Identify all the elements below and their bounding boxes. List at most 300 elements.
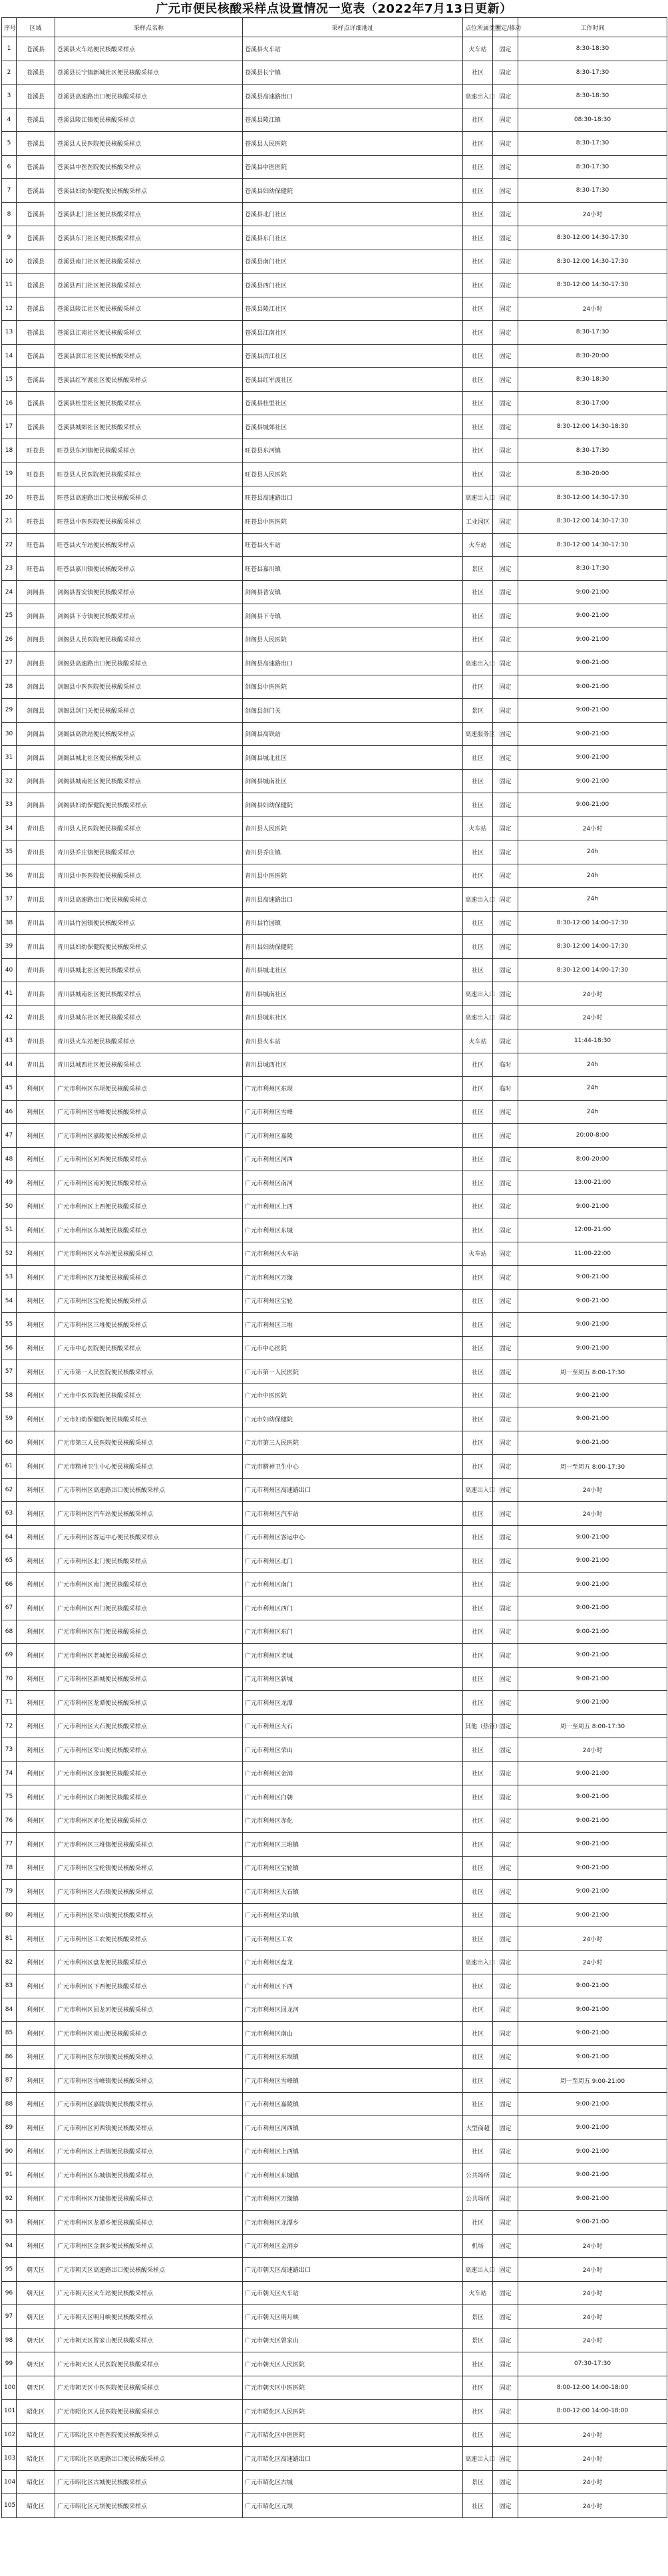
cell-district: 青川县 xyxy=(17,817,55,840)
cell-address: 广元市利州区西门 xyxy=(243,1596,463,1620)
cell-site-name: 广元市利州区宝轮便民核酸采样点 xyxy=(55,1289,243,1313)
cell-site-type: 社区 xyxy=(463,226,493,250)
cell-site-name: 广元市利州区东城便民核酸采样点 xyxy=(55,1218,243,1242)
cell-site-name: 青川县人民医院便民核酸采样点 xyxy=(55,817,243,840)
cell-site-name: 剑阁县高铁站便民核酸采样点 xyxy=(55,722,243,746)
cell-hours: 9:00-21:00 xyxy=(518,2163,667,2187)
cell-hours: 9:00-21:00 xyxy=(518,1549,667,1573)
table-row xyxy=(2,486,667,510)
cell-address: 广元市利州区白朝 xyxy=(243,1785,463,1809)
cell-fixed-mobile: 固定 xyxy=(493,888,518,912)
cell-site-type: 社区 xyxy=(463,1785,493,1809)
cell-site-type: 社区 xyxy=(463,935,493,959)
cell-site-type: 火车站 xyxy=(463,533,493,557)
cell-fixed-mobile: 固定 xyxy=(493,1336,518,1360)
table-row xyxy=(2,864,667,888)
cell-site-name: 旺苍县中医医院便民核酸采样点 xyxy=(55,510,243,534)
cell-index: 7 xyxy=(2,179,17,203)
cell-hours: 24h xyxy=(518,1100,667,1124)
table-row xyxy=(2,1383,667,1407)
cell-site-type: 社区 xyxy=(463,1195,493,1218)
cell-address: 苍溪县西门社区 xyxy=(243,274,463,297)
cell-site-type: 社区 xyxy=(463,1927,493,1951)
cell-site-type: 社区 xyxy=(463,1596,493,1620)
cell-site-type: 社区 xyxy=(463,1974,493,1998)
cell-district: 苍溪县 xyxy=(17,85,55,108)
table-row xyxy=(2,1644,667,1668)
cell-address: 青川县乔庄镇 xyxy=(243,840,463,864)
cell-site-name: 青川县竹园镇便民核酸采样点 xyxy=(55,911,243,935)
cell-site-name: 广元市利州区北门便民核酸采样点 xyxy=(55,1549,243,1573)
cell-site-type: 公共场所 xyxy=(463,2187,493,2211)
cell-address: 广元市利州区大石 xyxy=(243,1714,463,1738)
cell-site-type: 高速出入口 xyxy=(463,888,493,912)
cell-hours: 9:00-21:00 xyxy=(518,1903,667,1927)
cell-index: 60 xyxy=(2,1431,17,1455)
cell-site-type: 社区 xyxy=(463,675,493,699)
cell-address: 广元市利州区河西镇 xyxy=(243,2116,463,2140)
cell-fixed-mobile: 固定 xyxy=(493,651,518,675)
cell-fixed-mobile: 固定 xyxy=(493,1478,518,1502)
cell-district: 利州区 xyxy=(17,1077,55,1101)
cell-site-name: 苍溪县滨江社区便民核酸采样点 xyxy=(55,344,243,368)
cell-index: 80 xyxy=(2,1903,17,1927)
cell-district: 旺苍县 xyxy=(17,439,55,462)
cell-site-name: 苍溪县江南社区便民核酸采样点 xyxy=(55,321,243,345)
cell-site-name: 广元市利州区东门便民核酸采样点 xyxy=(55,1620,243,1644)
cell-address: 广元市利州区上西 xyxy=(243,1195,463,1218)
cell-address: 旺苍县中医医院 xyxy=(243,510,463,534)
cell-hours: 24小时 xyxy=(518,1478,667,1502)
cell-index: 14 xyxy=(2,344,17,368)
table-row xyxy=(2,746,667,770)
cell-fixed-mobile: 固定 xyxy=(493,699,518,723)
table-row xyxy=(2,2187,667,2211)
cell-district: 利州区 xyxy=(17,1455,55,1479)
cell-fixed-mobile: 固定 xyxy=(493,911,518,935)
cell-hours: 9:00-21:00 xyxy=(518,722,667,746)
cell-address: 广元市中心医院 xyxy=(243,1336,463,1360)
table-row xyxy=(2,1549,667,1573)
cell-address: 旺苍县嘉川镇 xyxy=(243,557,463,581)
cell-site-type: 社区 xyxy=(463,1903,493,1927)
cell-fixed-mobile: 固定 xyxy=(493,1407,518,1431)
cell-fixed-mobile: 固定 xyxy=(493,1927,518,1951)
cell-index: 90 xyxy=(2,2139,17,2163)
cell-site-type: 社区 xyxy=(463,132,493,156)
cell-site-name: 旺苍县火车站便民核酸采样点 xyxy=(55,533,243,557)
cell-site-type: 社区 xyxy=(463,769,493,793)
cell-site-name: 广元市利州区雪峰镇便民核酸采样点 xyxy=(55,2069,243,2093)
cell-index: 85 xyxy=(2,2022,17,2046)
cell-address: 青川县人民医院 xyxy=(243,817,463,840)
cell-site-name: 广元市利州区东城镇便民核酸采样点 xyxy=(55,2163,243,2187)
cell-district: 利州区 xyxy=(17,2092,55,2116)
cell-fixed-mobile: 固定 xyxy=(493,2187,518,2211)
table-row xyxy=(2,1455,667,1479)
table-row xyxy=(2,1761,667,1785)
cell-site-name: 广元市利州区嘉陵镇便民核酸采样点 xyxy=(55,2092,243,2116)
cell-fixed-mobile: 固定 xyxy=(493,250,518,274)
cell-district: 利州区 xyxy=(17,2022,55,2046)
cell-site-name: 旺苍县东河镇便民核酸采样点 xyxy=(55,439,243,462)
cell-site-name: 剑阁县城南社区便民核酸采样点 xyxy=(55,769,243,793)
cell-address: 广元市利州区三堆镇 xyxy=(243,1833,463,1857)
table-row xyxy=(2,61,667,85)
cell-fixed-mobile: 固定 xyxy=(493,1289,518,1313)
cell-address: 广元市精神卫生中心 xyxy=(243,1455,463,1479)
cell-site-name: 广元市利州区白朝便民核酸采样点 xyxy=(55,1785,243,1809)
cell-site-type: 社区 xyxy=(463,746,493,770)
cell-district: 昭化区 xyxy=(17,2447,55,2471)
cell-site-name: 广元市利州区大石便民核酸采样点 xyxy=(55,1714,243,1738)
cell-fixed-mobile: 固定 xyxy=(493,415,518,439)
cell-fixed-mobile: 固定 xyxy=(493,2494,518,2518)
cell-fixed-mobile: 固定 xyxy=(493,2328,518,2352)
cell-index: 93 xyxy=(2,2211,17,2235)
cell-index: 83 xyxy=(2,1974,17,1998)
cell-index: 21 xyxy=(2,510,17,534)
cell-hours: 24小时 xyxy=(518,2258,667,2282)
cell-site-type: 社区 xyxy=(463,1644,493,1668)
cell-hours: 8:30-17:30 xyxy=(518,439,667,462)
cell-address: 青川县妇幼保健院 xyxy=(243,935,463,959)
cell-district: 朝天区 xyxy=(17,2258,55,2282)
cell-district: 利州区 xyxy=(17,1242,55,1266)
cell-hours: 24小时 xyxy=(518,982,667,1006)
cell-site-name: 广元市利州区工农便民核酸采样点 xyxy=(55,1927,243,1951)
cell-site-name: 广元市利州区上西便民核酸采样点 xyxy=(55,1195,243,1218)
cell-address: 广元市妇幼保健院 xyxy=(243,1407,463,1431)
table-row xyxy=(2,1124,667,1148)
cell-hours: 8:00-12:00 14:00-18:00 xyxy=(518,2400,667,2424)
cell-site-name: 广元市利州区金洞乡便民核酸采样点 xyxy=(55,2234,243,2258)
cell-hours: 9:00-21:00 xyxy=(518,604,667,628)
cell-index: 92 xyxy=(2,2187,17,2211)
table-row xyxy=(2,415,667,439)
cell-index: 13 xyxy=(2,321,17,345)
cell-index: 17 xyxy=(2,415,17,439)
cell-address: 广元市利州区宝轮 xyxy=(243,1289,463,1313)
cell-district: 利州区 xyxy=(17,1313,55,1337)
table-row xyxy=(2,2447,667,2471)
cell-district: 利州区 xyxy=(17,1691,55,1715)
cell-address: 广元市第一人民医院 xyxy=(243,1360,463,1384)
cell-hours: 24小时 xyxy=(518,2281,667,2305)
cell-site-type: 工业园区 xyxy=(463,510,493,534)
cell-district: 利州区 xyxy=(17,2163,55,2187)
cell-district: 苍溪县 xyxy=(17,344,55,368)
cell-site-type: 景区 xyxy=(463,2305,493,2329)
cell-fixed-mobile: 固定 xyxy=(493,2092,518,2116)
cell-fixed-mobile: 固定 xyxy=(493,1998,518,2022)
cell-index: 18 xyxy=(2,439,17,462)
table-row xyxy=(2,1950,667,1974)
cell-site-type: 高速出入口 xyxy=(463,2258,493,2282)
cell-index: 12 xyxy=(2,297,17,321)
table-row xyxy=(2,1714,667,1738)
cell-site-name: 广元市利州区金洞便民核酸采样点 xyxy=(55,1761,243,1785)
cell-hours: 周一至周五 9:00-21:00 xyxy=(518,2069,667,2093)
cell-site-name: 广元市朝天区曾家山便民核酸采样点 xyxy=(55,2328,243,2352)
cell-fixed-mobile: 固定 xyxy=(493,1502,518,1526)
cell-address: 广元市利州区火车站 xyxy=(243,1242,463,1266)
table-row xyxy=(2,817,667,840)
cell-district: 利州区 xyxy=(17,1714,55,1738)
cell-site-type: 社区 xyxy=(463,1549,493,1573)
cell-site-type: 社区 xyxy=(463,1525,493,1549)
cell-address: 剑阁县中医医院 xyxy=(243,675,463,699)
cell-hours: 9:00-21:00 xyxy=(518,1691,667,1715)
cell-district: 青川县 xyxy=(17,911,55,935)
table-row xyxy=(2,274,667,297)
cell-fixed-mobile: 固定 xyxy=(493,179,518,203)
cell-index: 104 xyxy=(2,2470,17,2494)
cell-index: 101 xyxy=(2,2400,17,2424)
cell-address: 广元市利州区东坝镇 xyxy=(243,2045,463,2069)
cell-fixed-mobile: 固定 xyxy=(493,2234,518,2258)
cell-site-name: 苍溪县陵江社区便民核酸采样点 xyxy=(55,297,243,321)
cell-site-type: 社区 xyxy=(463,1147,493,1171)
cell-site-name: 青川县中医医院便民核酸采样点 xyxy=(55,864,243,888)
cell-site-name: 广元市利州区客运中心便民核酸采样点 xyxy=(55,1525,243,1549)
cell-site-type: 社区 xyxy=(463,1289,493,1313)
cell-address: 广元市朝天区高速路出口 xyxy=(243,2258,463,2282)
cell-fixed-mobile: 临时 xyxy=(493,1077,518,1101)
cell-district: 旺苍县 xyxy=(17,462,55,486)
cell-site-name: 广元市妇幼保健院便民核酸采样点 xyxy=(55,1407,243,1431)
cell-district: 青川县 xyxy=(17,864,55,888)
header-cell: 固定/移动 xyxy=(493,18,518,37)
table-row xyxy=(2,1029,667,1053)
cell-site-type: 社区 xyxy=(463,1761,493,1785)
cell-site-name: 青川县城西社区便民核酸采样点 xyxy=(55,1053,243,1077)
cell-address: 剑阁县人民医院 xyxy=(243,628,463,651)
cell-index: 32 xyxy=(2,769,17,793)
cell-site-name: 广元市利州区火车站便民核酸采样点 xyxy=(55,1242,243,1266)
cell-site-name: 广元市朝天区明月峡便民核酸采样点 xyxy=(55,2305,243,2329)
cell-hours: 8:30-20:00 xyxy=(518,462,667,486)
cell-district: 剑阁县 xyxy=(17,628,55,651)
cell-site-name: 广元市昭化区元坝便民核酸采样点 xyxy=(55,2494,243,2518)
cell-index: 41 xyxy=(2,982,17,1006)
cell-hours: 8:30-12:00 14:30-17:30 xyxy=(518,274,667,297)
header-cell: 点位所属类型 xyxy=(463,18,493,37)
cell-index: 91 xyxy=(2,2163,17,2187)
cell-hours: 08:30-18:30 xyxy=(518,108,667,132)
cell-hours: 8:30-17:30 xyxy=(518,155,667,179)
table-row xyxy=(2,2069,667,2093)
cell-site-type: 社区 xyxy=(463,1809,493,1833)
cell-hours: 9:00-21:00 xyxy=(518,1407,667,1431)
cell-fixed-mobile: 固定 xyxy=(493,1431,518,1455)
cell-district: 利州区 xyxy=(17,2139,55,2163)
cell-address: 苍溪县高速路出口 xyxy=(243,85,463,108)
cell-index: 2 xyxy=(2,61,17,85)
cell-hours: 9:00-21:00 xyxy=(518,2022,667,2046)
header-row xyxy=(2,18,667,37)
cell-hours: 07:30-17:30 xyxy=(518,2352,667,2376)
cell-index: 81 xyxy=(2,1927,17,1951)
cell-hours: 24小时 xyxy=(518,1502,667,1526)
cell-hours: 9:00-21:00 xyxy=(518,675,667,699)
cell-hours: 9:00-21:00 xyxy=(518,1383,667,1407)
table-row xyxy=(2,604,667,628)
cell-site-name: 广元市利州区盘龙便民核酸采样点 xyxy=(55,1950,243,1974)
cell-hours: 9:00-21:00 xyxy=(518,651,667,675)
cell-address: 广元市利州区南山 xyxy=(243,2022,463,2046)
cell-fixed-mobile: 固定 xyxy=(493,1455,518,1479)
cell-index: 55 xyxy=(2,1313,17,1337)
cell-site-name: 广元市朝天区人民医院便民核酸采样点 xyxy=(55,2352,243,2376)
cell-fixed-mobile: 固定 xyxy=(493,2423,518,2447)
cell-fixed-mobile: 固定 xyxy=(493,793,518,817)
cell-index: 5 xyxy=(2,132,17,156)
cell-fixed-mobile: 固定 xyxy=(493,604,518,628)
table-row xyxy=(2,557,667,581)
cell-hours: 8:30-17:30 xyxy=(518,321,667,345)
cell-index: 46 xyxy=(2,1100,17,1124)
cell-site-name: 广元市精神卫生中心便民核酸采样点 xyxy=(55,1455,243,1479)
cell-fixed-mobile: 固定 xyxy=(493,1195,518,1218)
cell-site-name: 广元市利州区新城便民核酸采样点 xyxy=(55,1667,243,1691)
cell-address: 广元市利州区金洞乡 xyxy=(243,2234,463,2258)
cell-index: 71 xyxy=(2,1691,17,1715)
cell-site-type: 社区 xyxy=(463,368,493,392)
cell-address: 青川县竹园镇 xyxy=(243,911,463,935)
cell-site-type: 高速出入口 xyxy=(463,486,493,510)
cell-index: 69 xyxy=(2,1644,17,1668)
cell-fixed-mobile: 固定 xyxy=(493,1313,518,1337)
table-row xyxy=(2,1667,667,1691)
table-row xyxy=(2,1360,667,1384)
cell-index: 66 xyxy=(2,1572,17,1596)
table-row xyxy=(2,344,667,368)
cell-hours: 9:00-21:00 xyxy=(518,2211,667,2235)
cell-site-type: 高速出入口 xyxy=(463,982,493,1006)
cell-fixed-mobile: 固定 xyxy=(493,1029,518,1053)
cell-site-type: 景区 xyxy=(463,699,493,723)
cell-address: 广元市利州区三堆 xyxy=(243,1313,463,1337)
cell-hours: 9:00-21:00 xyxy=(518,1809,667,1833)
cell-site-type: 社区 xyxy=(463,1691,493,1715)
cell-address: 苍溪县北门社区 xyxy=(243,202,463,226)
cell-district: 旺苍县 xyxy=(17,486,55,510)
cell-site-name: 广元市昭化区古城便民核酸采样点 xyxy=(55,2470,243,2494)
cell-district: 利州区 xyxy=(17,1289,55,1313)
cell-fixed-mobile: 固定 xyxy=(493,2376,518,2400)
cell-hours: 24小时 xyxy=(518,2234,667,2258)
table-row xyxy=(2,1738,667,1762)
cell-district: 利州区 xyxy=(17,2234,55,2258)
cell-address: 广元市利州区荣山 xyxy=(243,1738,463,1762)
table-row xyxy=(2,2234,667,2258)
cell-address: 青川县城西社区 xyxy=(243,1053,463,1077)
cell-index: 44 xyxy=(2,1053,17,1077)
table-row xyxy=(2,1431,667,1455)
cell-index: 15 xyxy=(2,368,17,392)
cell-district: 青川县 xyxy=(17,1029,55,1053)
cell-site-name: 广元市利州区嘉陵便民核酸采样点 xyxy=(55,1124,243,1148)
cell-address: 广元市朝天区人民医院 xyxy=(243,2352,463,2376)
cell-hours: 周一至周五 8:00-17:30 xyxy=(518,1360,667,1384)
table-row xyxy=(2,1195,667,1218)
cell-site-name: 苍溪县火车站便民核酸采样点 xyxy=(55,37,243,61)
cell-index: 51 xyxy=(2,1218,17,1242)
cell-district: 利州区 xyxy=(17,1572,55,1596)
cell-district: 朝天区 xyxy=(17,2352,55,2376)
cell-district: 昭化区 xyxy=(17,2400,55,2424)
cell-district: 青川县 xyxy=(17,958,55,982)
cell-hours: 8:30-17:30 xyxy=(518,61,667,85)
cell-index: 62 xyxy=(2,1478,17,1502)
sampling-sites-table xyxy=(1,17,667,2518)
cell-hours: 8:30-12:00 14:00-17:30 xyxy=(518,958,667,982)
table-row xyxy=(2,2400,667,2424)
cell-site-name: 广元市利州区河西镇便民核酸采样点 xyxy=(55,2116,243,2140)
cell-site-name: 苍溪县东门社区便民核酸采样点 xyxy=(55,226,243,250)
cell-address: 苍溪县江南社区 xyxy=(243,321,463,345)
cell-index: 61 xyxy=(2,1455,17,1479)
cell-address: 广元市朝天区明月峡 xyxy=(243,2305,463,2329)
cell-index: 34 xyxy=(2,817,17,840)
cell-fixed-mobile: 固定 xyxy=(493,1572,518,1596)
cell-site-type: 社区 xyxy=(463,202,493,226)
cell-hours: 9:00-21:00 xyxy=(518,2116,667,2140)
cell-site-type: 火车站 xyxy=(463,1029,493,1053)
cell-site-type: 社区 xyxy=(463,1053,493,1077)
cell-address: 剑阁县普安镇 xyxy=(243,580,463,604)
cell-district: 苍溪县 xyxy=(17,415,55,439)
cell-site-name: 青川县乔庄镇便民核酸采样点 xyxy=(55,840,243,864)
cell-address: 剑阁县剑门关 xyxy=(243,699,463,723)
cell-site-type: 社区 xyxy=(463,2494,493,2518)
cell-hours: 9:00-21:00 xyxy=(518,1833,667,1857)
cell-site-type: 社区 xyxy=(463,2423,493,2447)
cell-site-name: 广元市利州区雪峰便民核酸采样点 xyxy=(55,1100,243,1124)
cell-address: 苍溪县陵江社区 xyxy=(243,297,463,321)
cell-site-name: 剑阁县剑门关便民核酸采样点 xyxy=(55,699,243,723)
cell-index: 96 xyxy=(2,2281,17,2305)
table-row xyxy=(2,2022,667,2046)
cell-district: 剑阁县 xyxy=(17,580,55,604)
cell-site-name: 旺苍县高速路出口便民核酸采样点 xyxy=(55,486,243,510)
table-row xyxy=(2,1006,667,1029)
cell-index: 88 xyxy=(2,2092,17,2116)
table-row xyxy=(2,533,667,557)
cell-site-type: 社区 xyxy=(463,1077,493,1101)
cell-address: 苍溪县杜里社区 xyxy=(243,391,463,415)
cell-fixed-mobile: 固定 xyxy=(493,510,518,534)
cell-district: 苍溪县 xyxy=(17,321,55,345)
cell-hours: 9:00-21:00 xyxy=(518,1572,667,1596)
cell-address: 广元市利州区雪峰 xyxy=(243,1100,463,1124)
cell-district: 青川县 xyxy=(17,888,55,912)
cell-site-type: 社区 xyxy=(463,2069,493,2093)
cell-hours: 24h xyxy=(518,888,667,912)
cell-site-name: 广元市利州区宝轮镇便民核酸采样点 xyxy=(55,1856,243,1880)
cell-index: 30 xyxy=(2,722,17,746)
cell-index: 64 xyxy=(2,1525,17,1549)
cell-district: 朝天区 xyxy=(17,2281,55,2305)
cell-site-type: 社区 xyxy=(463,297,493,321)
cell-hours: 9:00-21:00 xyxy=(518,1266,667,1290)
cell-site-name: 广元市利州区南门便民核酸采样点 xyxy=(55,1572,243,1596)
cell-site-type: 高速出入口 xyxy=(463,651,493,675)
cell-site-name: 苍溪县杜里社区便民核酸采样点 xyxy=(55,391,243,415)
cell-fixed-mobile: 固定 xyxy=(493,982,518,1006)
cell-index: 79 xyxy=(2,1880,17,1904)
